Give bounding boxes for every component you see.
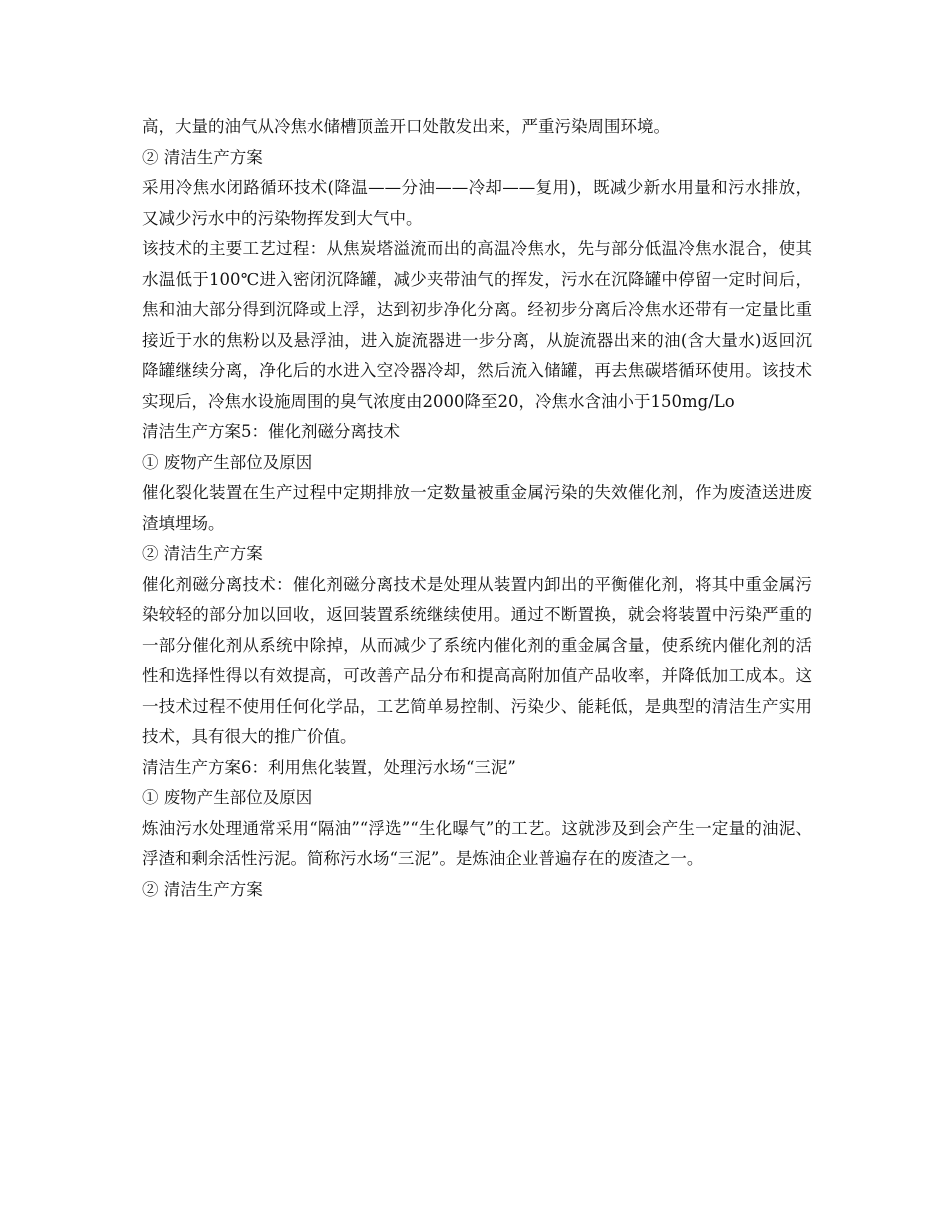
paragraph-magnetic-separation: 催化剂磁分离技术：催化剂磁分离技术是处理从装置内卸出的平衡催化剂，将其中重金属污染较轻的部分加以回收，返回装置系统继续使用。通过不断置换，就会将装置中污染严重的一部分催化剂从系统中除掉，从而减少了系统内催化剂的重金属含量，使系统内催化剂的活性和选择性得以有效提高，可改善产品分布和提高高附加值产品收率，并降低加工成本。这一技术过程不使用任何化学品，工艺简单易控制、污染少、能耗低，是典型的清洁生产实用技术，具有很大的推广价值。 [142, 574, 812, 746]
heading-waste-source: ① 废物产生部位及原因 [142, 788, 313, 807]
heading-plan-6: 清洁生产方案6：利用焦化装置，处理污水场“三泥” [142, 757, 516, 777]
heading-clean-production-plan: ② 清洁生产方案 [142, 879, 263, 899]
heading-clean-production-plan: ② 清洁生产方案 [142, 544, 263, 563]
heading-waste-source: ① 废物产生部位及原因 [142, 452, 313, 472]
heading-clean-production-plan: ② 清洁生产方案 [142, 147, 263, 167]
document-page [142, 112, 812, 905]
paragraph-process-description: 该技术的主要工艺过程：从焦炭塔溢流而出的高温冷焦水，先与部分低温冷焦水混合，使其水温低于100℃进入密闭沉降罐，减少夹带油气的挥发，污水在沉降罐中停留一定时间后，焦和油大部分得到沉降或上浮，达到初步净化分离。经初步分离后冷焦水还带有一定量比重接近于水的焦粉以及悬浮油，进入旋流器进一步分离，从旋流器出来的油(含大量水)返回沉降罐继续分离，净化后的水进入空冷器冷却，然后流入储罐，再去焦碳塔循环使用。该技术实现后，冷焦水设施周围的臭气浓度由2000降至20，冷焦水含油小于150mg/Lo [142, 239, 812, 411]
paragraph-three-sludges: 炼油污水处理通常采用“隔油”“浮选”“生化曝气”的工艺。这就涉及到会产生一定量的油泥、浮渣和剩余活性污泥。简称污水场“三泥”。是炼油企业普遍存在的废渣之一。 [142, 818, 812, 868]
paragraph-catalyst-waste: 催化裂化装置在生产过程中定期排放一定数量被重金属污染的失效催化剂，作为废渣送进废渣填埋场。 [142, 483, 812, 533]
paragraph-odor-pollution: 高，大量的油气从冷焦水储槽顶盖开口处散发出来，严重污染周围环境。 [142, 117, 670, 136]
paragraph-closed-loop-tech: 采用冷焦水闭路循环技术(降温——分油——冷却——复用)，既减少新水用量和污水排放，又减少污水中的污染物挥发到大气中。 [142, 178, 812, 228]
heading-plan-5: 清洁生产方案5：催化剂磁分离技术 [142, 422, 400, 441]
